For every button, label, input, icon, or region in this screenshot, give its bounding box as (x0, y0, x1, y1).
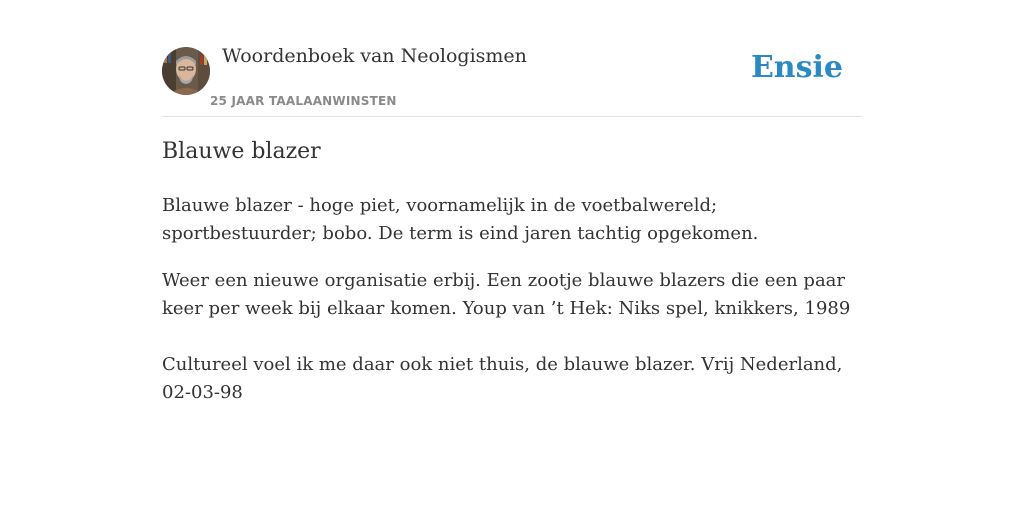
entry-card (162, 0, 862, 512)
avatar-image (162, 47, 210, 95)
header (162, 0, 862, 117)
author-avatar[interactable] (162, 47, 210, 95)
entry-quote: Weer een nieuwe organisatie erbij. Een zootje blauwe blazers die een paar keer per week bij elkaar komen. Youp van ’t Hek: Niks spel, knikkers, 1989 (162, 270, 851, 319)
entry-quote: Cultureel voel ik me daar ook niet thuis, de blauwe blazer. Vrij Nederland, 02-03-98 (162, 354, 843, 403)
site-title[interactable]: Woordenboek van Neologismen (222, 45, 527, 67)
entry-definition: Blauwe blazer - hoge piet, voornamelijk in de voetbalwereld; sportbestuurder; bobo. De term is eind jaren tachtig opgekomen. (162, 195, 759, 244)
ensie-logo[interactable]: Ensie (750, 50, 843, 85)
entry-term: Blauwe blazer (162, 139, 321, 164)
site-subtitle: 25 JAAR TAALAANWINSTEN (210, 94, 397, 108)
